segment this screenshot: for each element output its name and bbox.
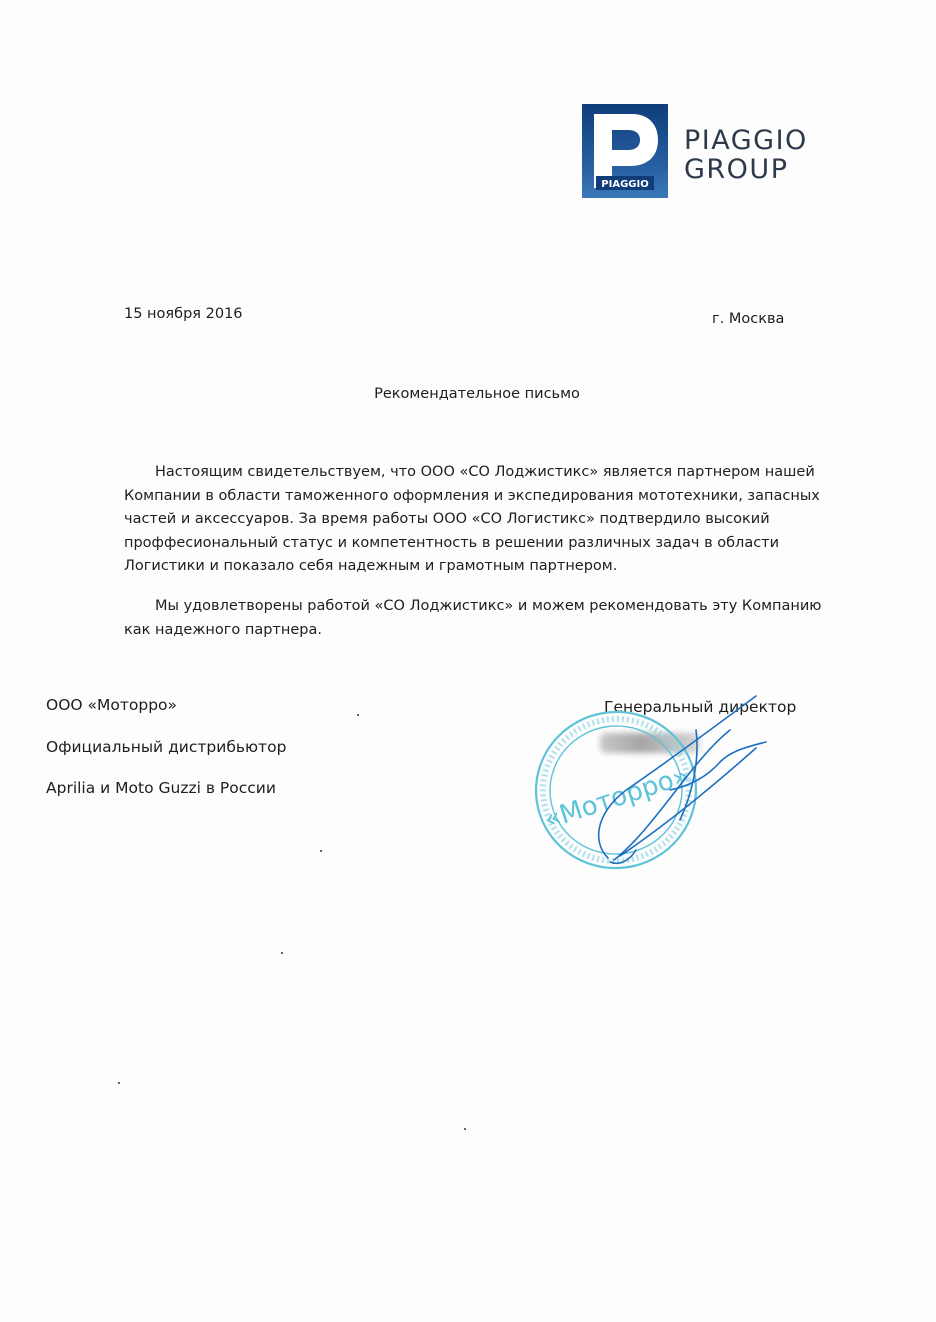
paragraph-1-text: Настоящим свидетельствуем, что ООО «СО Лоджистикс» является партнером нашей Компании в области таможенного оформления и экспедирования мототехники, запасных частей и аксессуаров. За время работы ООО «СО Логистикс» подтвердило высокий проффесиональный статус и компетентность в решении различных задач в области Логистики и показало себя надежным и грамотным партнером.: [124, 464, 820, 574]
paragraph-1: [124, 461, 836, 579]
paragraph-2: [124, 595, 836, 642]
stamp-center-text: «Моторро»: [540, 760, 693, 836]
sender-region: Aprilia и Moto Guzzi в России: [46, 779, 276, 797]
scan-speck: [464, 1128, 466, 1130]
logo-line-1: PIAGGIO: [684, 125, 808, 156]
letter-date: 15 ноября 2016: [124, 306, 243, 322]
sender-role: Официальный дистрибьютор: [46, 738, 287, 756]
logo-wordmark: [684, 126, 808, 184]
letter-city: г. Москва: [712, 311, 785, 327]
signatory-position: Генеральный директор: [604, 698, 797, 716]
logo-line-2: GROUP: [684, 154, 789, 185]
scan-speck: [281, 952, 283, 954]
scan-speck: [118, 1082, 120, 1084]
paragraph-2-text: Мы удовлетворены работой «СО Лоджистикс» и можем рекомендовать эту Компанию как надежного партнера.: [124, 598, 822, 638]
piaggio-group-logo: [582, 104, 822, 200]
letter-title: Рекомендательное письмо: [374, 386, 580, 402]
scan-speck: [320, 850, 322, 852]
sender-company: ООО «Моторро»: [46, 696, 178, 714]
stamp-seal: [526, 702, 706, 879]
company-stamp: [520, 690, 780, 890]
svg-text:PIAGGIO: PIAGGIO: [601, 179, 649, 190]
piaggio-logo-icon: [582, 104, 668, 198]
signature-icon: [599, 696, 766, 863]
redacted-name: [600, 733, 700, 753]
scan-speck: [357, 714, 359, 716]
